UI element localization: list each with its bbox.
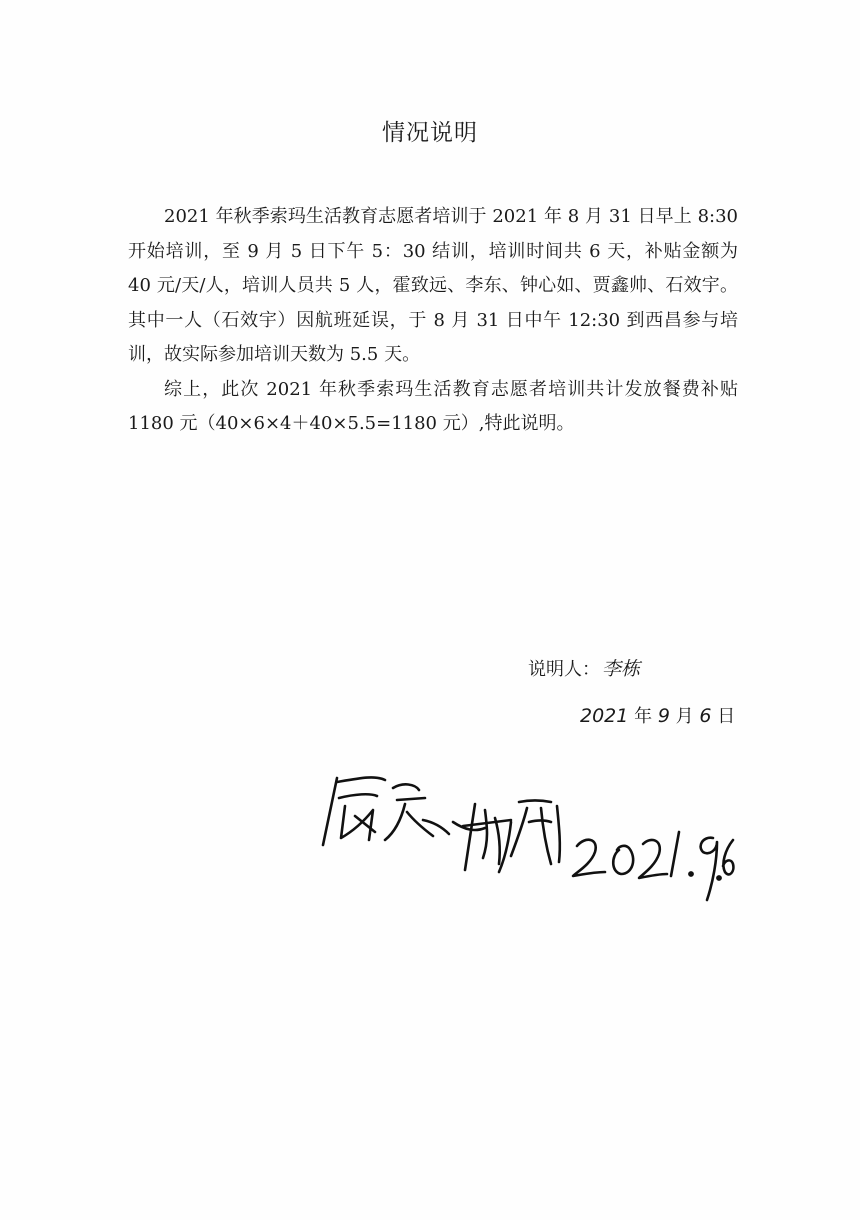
document-title: 情况说明 [382, 120, 478, 146]
document-body [128, 200, 738, 442]
date-month-label: 月 [675, 706, 694, 727]
signature-scribbles [315, 760, 735, 910]
signer-label: 说明人： [528, 659, 600, 680]
paragraph-1: 2021 年秋季索玛生活教育志愿者培训于 2021 年 8 月 31 日早上 8:30 开始培训，至 9 月 5 日下午 5：30 结训，培训时间共 6 天，补贴金额为 40 元/天/人，培训人员共 5 人，霍致远、李东、钟心如、贾鑫帅、石效宇。其中一人（石效宇）因航班延误，于 8 月 31 日中午 12:30 到西昌参与培训，故实际参加培训天数为 5.5 天。 [128, 206, 738, 365]
date-day: 6 [699, 705, 712, 727]
date-year-label: 年 [634, 706, 653, 727]
date-day-label: 日 [717, 706, 736, 727]
date-year: 2021 [580, 705, 629, 727]
signer-name-handwritten: 李栋 [602, 658, 641, 680]
date-month: 9 [657, 705, 670, 727]
handwritten-signatures [315, 760, 735, 910]
paragraph-2: 综上，此次 2021 年秋季索玛生活教育志愿者培训共计发放餐费补贴 1180 元（40×6×4＋40×5.5=1180 元）,特此说明。 [128, 378, 738, 434]
sign-date [580, 702, 735, 728]
signer-line [528, 654, 640, 681]
